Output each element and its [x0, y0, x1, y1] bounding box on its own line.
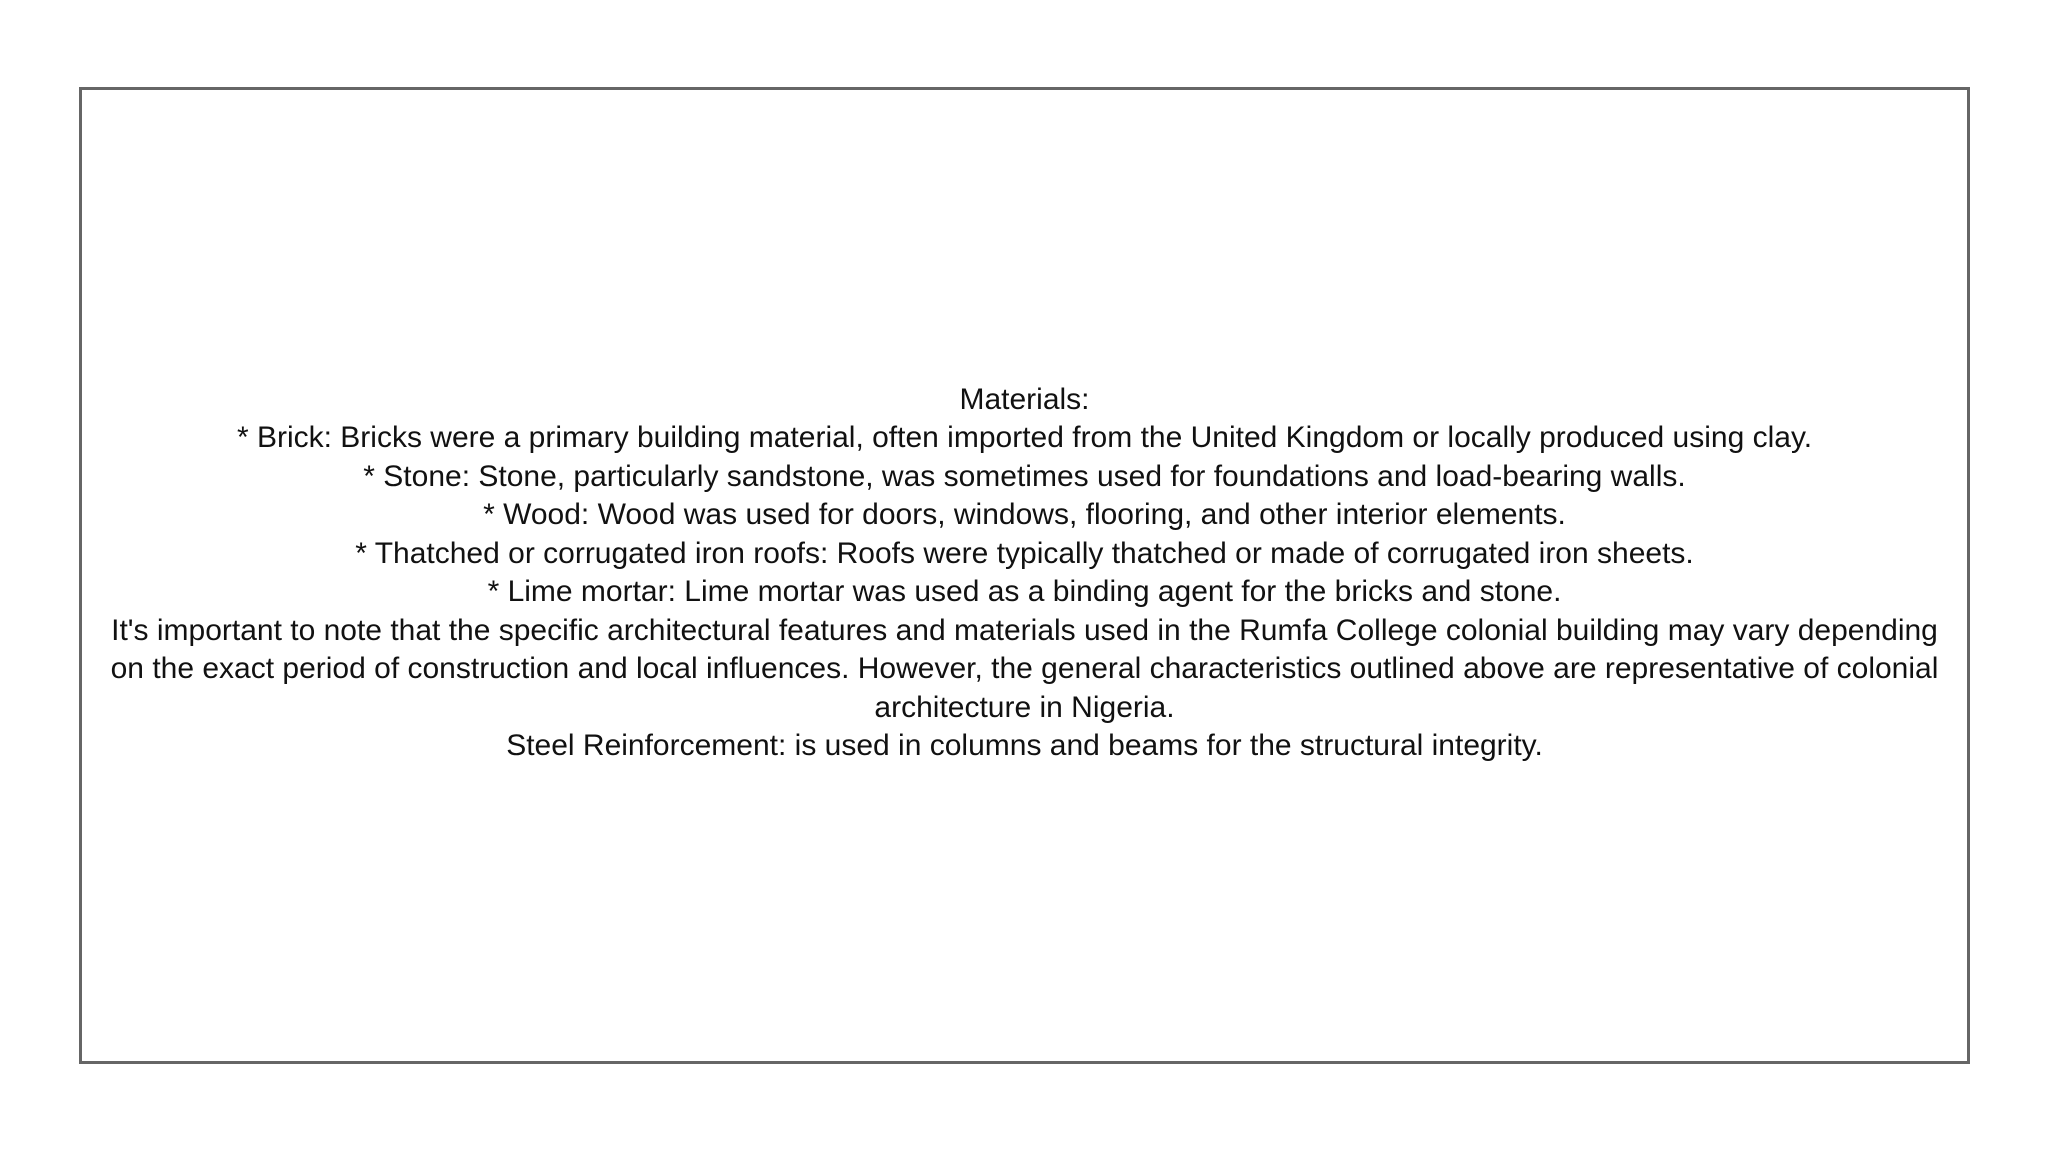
text-box-content[interactable]: [105, 381, 1945, 766]
list-item-brick: * Brick: Bricks were a primary building material, often imported from the United Kingdom or locally produced using clay.: [236, 421, 1813, 454]
steel-reinforcement-line: Steel Reinforcement: is used in columns and beams for the structural integrity.: [506, 729, 1543, 762]
list-item-wood: * Wood: Wood was used for doors, windows, flooring, and other interior elements.: [483, 498, 1566, 531]
list-item-roofs: * Thatched or corrugated iron roofs: Roofs were typically thatched or made of corrugated iron sheets.: [355, 536, 1694, 570]
list-item-lime-mortar: * Lime mortar: Lime mortar was used as a binding agent for the bricks and stone.: [487, 575, 1562, 608]
list-item-stone: * Stone: Stone, particularly sandstone, was sometimes used for foundations and load-bearing walls.: [363, 459, 1686, 493]
note-paragraph: It's important to note that the specific architectural features and materials used in the Rumfa College colonial building may vary depending on the exact period of construction and local influences. However, the general characteristics outlined above are representative of colonial architecture in Nigeria.: [110, 613, 1939, 724]
materials-heading: Materials:: [959, 382, 1090, 416]
text-box-frame[interactable]: [79, 87, 1970, 1064]
